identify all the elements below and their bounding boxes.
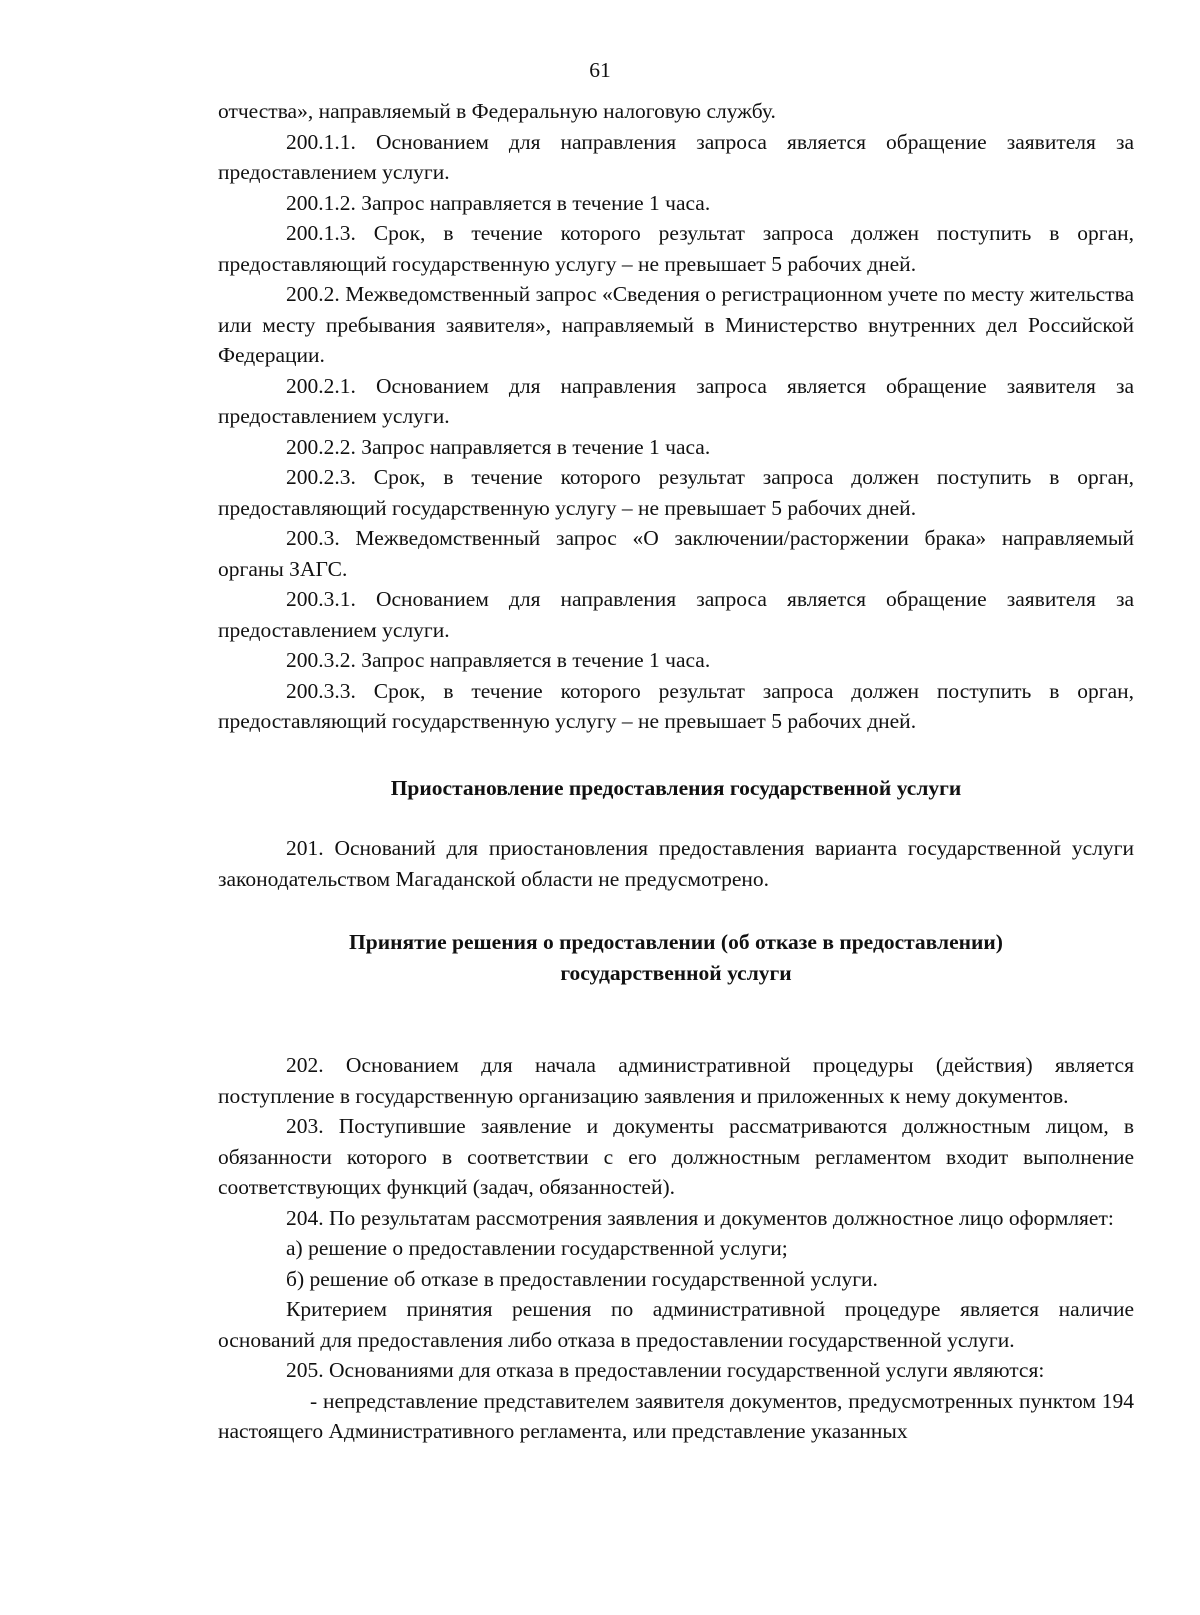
paragraph-200-3-1: 200.3.1. Основанием для направления запроса является обращение заявителя за предоставлением услуги. bbox=[218, 587, 1134, 642]
paragraph-203: 203. Поступившие заявление и документы рассматриваются должностным лицом, в обязанности которого в соответствии с его должностным регламентом входит выполнение соответствующих функций (задач, обязанностей). bbox=[218, 1114, 1134, 1199]
paragraph-200-1-1: 200.1.1. Основанием для направления запроса является обращение заявителя за предоставлением услуги. bbox=[218, 129, 1134, 184]
section-heading-suspension: Приостановление предоставления государственной услуги bbox=[390, 775, 962, 800]
paragraph: отчества», направляемый в Федеральную налоговую службу. bbox=[218, 99, 776, 123]
paragraph-205: 205. Основаниями для отказа в предоставлении государственной услуги являются: bbox=[286, 1358, 1045, 1382]
paragraph-202: 202. Основанием для начала административной процедуры (действия) является поступление в государственную организацию заявления и приложенных к нему документов. bbox=[218, 1053, 1134, 1108]
paragraph-criterion: Критерием принятия решения по административной процедуре является наличие оснований для предоставления либо отказа в предоставлении государственной услуги. bbox=[218, 1297, 1134, 1352]
section-heading-decision bbox=[218, 927, 1134, 988]
list-item-b: б) решение об отказе в предоставлении государственной услуги. bbox=[286, 1266, 878, 1291]
paragraph-200-1-2: 200.1.2. Запрос направляется в течение 1 часа. bbox=[286, 190, 711, 215]
paragraph-200-1-3: 200.1.3. Срок, в течение которого результат запроса должен поступить в орган, предоставляющий государственную услугу – не превышает 5 рабочих дней. bbox=[218, 221, 1134, 276]
section-heading-decision-line2: государственной услуги bbox=[560, 960, 792, 985]
paragraph-200-3: 200.3. Межведомственный запрос «О заключении/расторжении брака» направляемый органы ЗАГС. bbox=[218, 526, 1134, 581]
paragraph-200-2-1: 200.2.1. Основанием для направления запроса является обращение заявителя за предоставлением услуги. bbox=[218, 373, 1134, 428]
section-heading-decision-line1: Принятие решения о предоставлении (об отказе в предоставлении) bbox=[349, 930, 1003, 954]
paragraph-201: 201. Оснований для приостановления предоставления варианта государственной услуги законодательством Магаданской области не предусмотрено. bbox=[218, 836, 1134, 891]
list-item-dash: - непредставление представителем заявителя документов, предусмотренных пунктом 194 настоящего Административного регламента, или представление указанных bbox=[218, 1388, 1134, 1443]
paragraph-204: 204. По результатам рассмотрения заявления и документов должностное лицо оформляет: bbox=[286, 1205, 1114, 1230]
paragraph-200-3-2: 200.3.2. Запрос направляется в течение 1 часа. bbox=[286, 648, 711, 672]
page-number: 61 bbox=[589, 58, 611, 82]
document-body bbox=[218, 96, 1134, 1447]
paragraph-200-2-3: 200.2.3. Срок, в течение которого результат запроса должен поступить в орган, предоставляющий государственную услугу – не превышает 5 рабочих дней. bbox=[218, 465, 1134, 520]
list-item-a: а) решение о предоставлении государственной услуги; bbox=[286, 1236, 788, 1260]
paragraph-200-2-2: 200.2.2. Запрос направляется в течение 1 часа. bbox=[286, 434, 711, 459]
paragraph-200-2: 200.2. Межведомственный запрос «Сведения о регистрационном учете по месту жительства или месту пребывания заявителя», направляемый в Министерство внутренних дел Российской Федерации. bbox=[218, 282, 1134, 367]
paragraph-200-3-3: 200.3.3. Срок, в течение которого результат запроса должен поступить в орган, предоставляющий государственную услугу – не превышает 5 рабочих дней. bbox=[218, 678, 1134, 733]
